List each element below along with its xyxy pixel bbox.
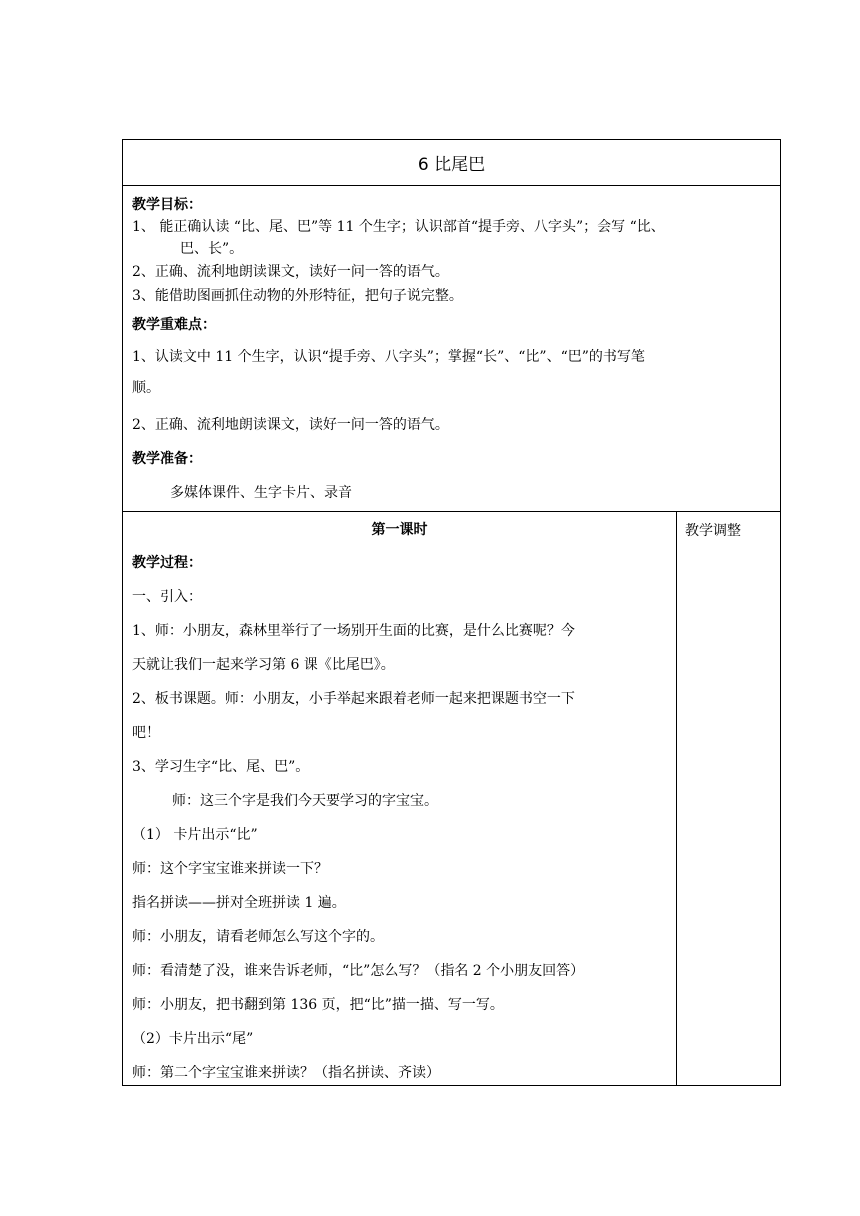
key-point-line: 1、认读文中 11 个生字，认识“提手旁、八字头”；掌握“长”、“比”、“巴”的书写笔 — [132, 349, 645, 365]
process-line: 3、学习生字“比、尾、巴”。 — [132, 759, 310, 775]
process-line: 师：这个字宝宝谁来拼读一下？ — [132, 861, 328, 877]
process-line: 天就让我们一起来学习第 6 课《比尾巴》。 — [132, 657, 395, 673]
key-points-heading: 教学重难点： — [132, 317, 216, 333]
objective-line: 1、 能正确认读 “比、尾、巴”等 11 个生字；认识部首“提手旁、八字头”；会写 “比、 — [132, 219, 665, 235]
lesson-title: 6 比尾巴 — [417, 155, 486, 175]
adjustment-label: 教学调整 — [685, 523, 741, 539]
lesson-info-cell — [123, 186, 780, 512]
process-line: 师：第二个字宝宝谁来拼读？（指名拼读、齐读） — [132, 1065, 440, 1081]
objectives-heading: 教学目标： — [132, 197, 202, 213]
process-line: 师：这三个字是我们今天要学习的字宝宝。 — [172, 793, 438, 809]
objective-line: 巴、长”。 — [180, 241, 244, 257]
adjustment-column — [677, 512, 780, 1085]
process-line: （2）卡片出示“尾” — [132, 1031, 254, 1047]
process-heading: 教学过程： — [132, 555, 202, 571]
process-line: 指名拼读——拼对全班拼读 1 遍。 — [132, 895, 346, 911]
process-line: （1） 卡片出示“比” — [132, 827, 258, 843]
process-line: 师：看清楚了没，谁来告诉老师，“比”怎么写？（指名 2 个小朋友回答） — [132, 963, 585, 979]
process-line: 师：小朋友，请看老师怎么写这个字的。 — [132, 929, 384, 945]
process-line: 师：小朋友，把书翻到第 136 页，把“比”描一描、写一写。 — [132, 997, 504, 1013]
lesson-plan-table — [122, 139, 781, 1086]
process-line: 一、引入： — [132, 589, 202, 605]
process-column — [123, 512, 677, 1085]
process-line: 吧！ — [132, 725, 160, 741]
preparation-heading: 教学准备： — [132, 451, 202, 467]
process-row — [123, 512, 780, 1085]
session-title: 第一课时 — [371, 522, 428, 538]
objective-line: 3、能借助图画抓住动物的外形特征，把句子说完整。 — [132, 288, 463, 304]
key-point-line: 2、正确、流利地朗读课文，读好一问一答的语气。 — [132, 417, 449, 433]
preparation-text: 多媒体课件、生字卡片、录音 — [170, 485, 352, 501]
objective-line: 2、正确、流利地朗读课文，读好一问一答的语气。 — [132, 264, 449, 280]
process-line: 2、板书课题。师：小朋友，小手举起来跟着老师一起来把课题书空一下 — [132, 691, 575, 707]
key-point-line: 顺。 — [132, 380, 160, 396]
lesson-title-cell — [123, 140, 780, 186]
process-line: 1、师：小朋友，森林里举行了一场别开生面的比赛，是什么比赛呢？今 — [132, 623, 575, 639]
